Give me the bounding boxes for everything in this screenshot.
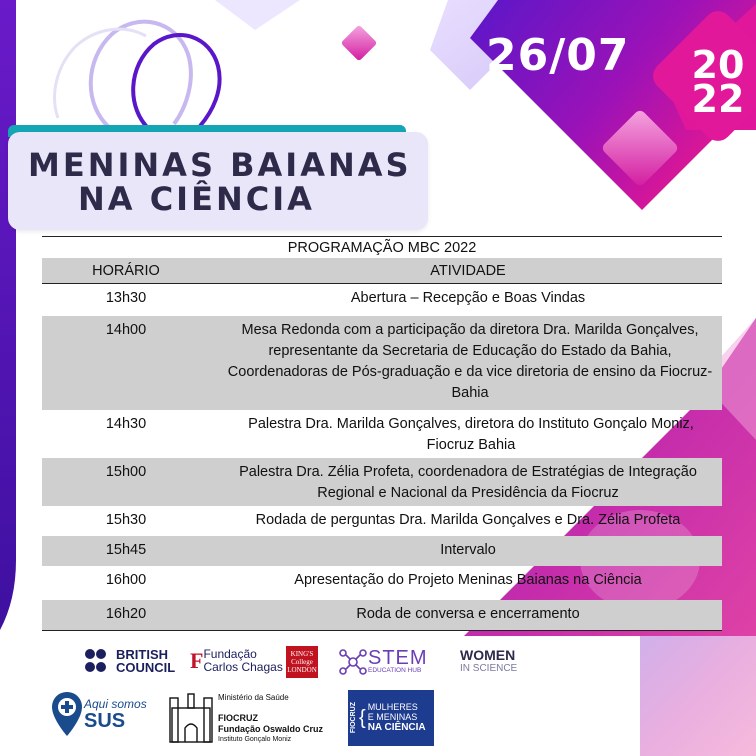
fiocruz-institute: Instituto Gonçalo Moniz [218, 735, 292, 743]
british-council-dots-icon [84, 648, 116, 674]
row-time: 16h00 [105, 572, 147, 588]
header-activity: ATIVIDADE [430, 263, 506, 279]
table-bottom-rule [42, 630, 722, 631]
row-activity: Apresentação do Projeto Meninas Baianas na Ciência [294, 572, 642, 588]
fcc-mark-icon: F [190, 648, 204, 673]
mmc-side: FIOCRUZ [350, 702, 357, 734]
table-row [42, 316, 722, 410]
row-time: 15h30 [105, 512, 147, 528]
row-time: 15h45 [105, 542, 147, 558]
fiocruz-ministry: Ministério da Saúde [218, 692, 289, 702]
row-activity: Roda de conversa e encerramento [356, 606, 580, 622]
title-line-2: NA CIÊNCIA [78, 180, 315, 218]
sus-line1: Aqui somos [84, 697, 147, 711]
row-activity: Rodada de perguntas Dra. Marilda Gonçalves e Dra. Zélia Profeta [255, 512, 681, 528]
fiocruz-full-name: Fundação Oswaldo Cruz [218, 723, 324, 734]
row-activity: Palestra Dra. Marilda Gonçalves, diretora do Instituto Gonçalo Moniz, Fiocruz Bahia [248, 416, 694, 453]
table-row [42, 536, 722, 566]
women-line2: IN SCIENCE [460, 663, 518, 674]
schedule-title: PROGRAMAÇÃO MBC 2022 [42, 236, 722, 258]
row-time: 15h00 [105, 464, 147, 480]
schedule-table [42, 236, 722, 631]
row-activity: Intervalo [440, 542, 496, 558]
fiocruz-name: FIOCRUZ [218, 712, 258, 723]
kings-line2: College [291, 658, 313, 666]
kings-line1: KING'S [290, 650, 314, 658]
british-council-line1: BRITISH [116, 647, 168, 662]
row-activity: Abertura – Recepção e Boas Vindas [350, 290, 586, 306]
row-time: 13h30 [105, 290, 147, 306]
table-row [42, 284, 722, 316]
year-bottom: 22 [691, 77, 745, 121]
row-time: 16h20 [105, 606, 147, 622]
stem-network-icon [338, 648, 368, 676]
schedule-header-row [42, 258, 722, 284]
row-activity: Mesa Redonda com a participação da diretora Dra. Marilda Gonçalves, representante da Secretaria de Educação do Estado da Bahia, Coordenadoras de Pós-graduação e da vice diretoria de ensino da Fiocruz-Bahia [227, 322, 713, 401]
table-row [42, 458, 722, 506]
sus-pin-icon [50, 690, 84, 738]
sus-logo [50, 690, 147, 738]
mmc-line1: MULHERES [367, 702, 418, 712]
year-top: 20 [691, 43, 745, 87]
sus-line2: SUS [84, 710, 126, 732]
header-time: HORÁRIO [92, 263, 160, 279]
table-row [42, 506, 722, 536]
british-council-line2: COUNCIL [116, 660, 176, 675]
fcc-line1: Fundação [203, 647, 257, 661]
row-time: 14h30 [105, 416, 147, 432]
women-line1: WOMEN [460, 647, 516, 663]
mmc-brace-icon: { [359, 707, 366, 729]
stem-line1: STEM [368, 647, 428, 669]
table-row [42, 566, 722, 600]
table-row [42, 410, 722, 458]
kings-college-logo [286, 646, 318, 678]
stem-hub-logo [338, 648, 428, 676]
stem-line2: EDUCATION HUB [368, 667, 422, 674]
title-line-1: MENINAS BAIANAS [28, 146, 412, 184]
fcc-line2: Carlos Chagas [203, 660, 283, 674]
kings-line3: LONDON [287, 666, 317, 674]
fcc-logo [190, 648, 283, 674]
women-in-science-logo [460, 648, 517, 675]
event-year [688, 43, 748, 121]
row-time: 14h00 [105, 322, 147, 338]
mulheres-meninas-logo [348, 690, 434, 746]
fiocruz-logo [168, 690, 323, 746]
british-council-logo [84, 648, 175, 674]
fiocruz-castle-icon [168, 690, 214, 746]
row-activity: Palestra Dra. Zélia Profeta, coordenadora de Estratégias de Integração Regional e Nacional da Presidência da Fiocruz [239, 464, 697, 501]
table-row [42, 600, 722, 630]
mmc-line3: NA CIÊNCIA [367, 722, 426, 733]
event-date: 26/07 [486, 30, 630, 81]
sponsor-logos [0, 640, 756, 756]
mmc-line2: E MENINAS [367, 712, 418, 722]
